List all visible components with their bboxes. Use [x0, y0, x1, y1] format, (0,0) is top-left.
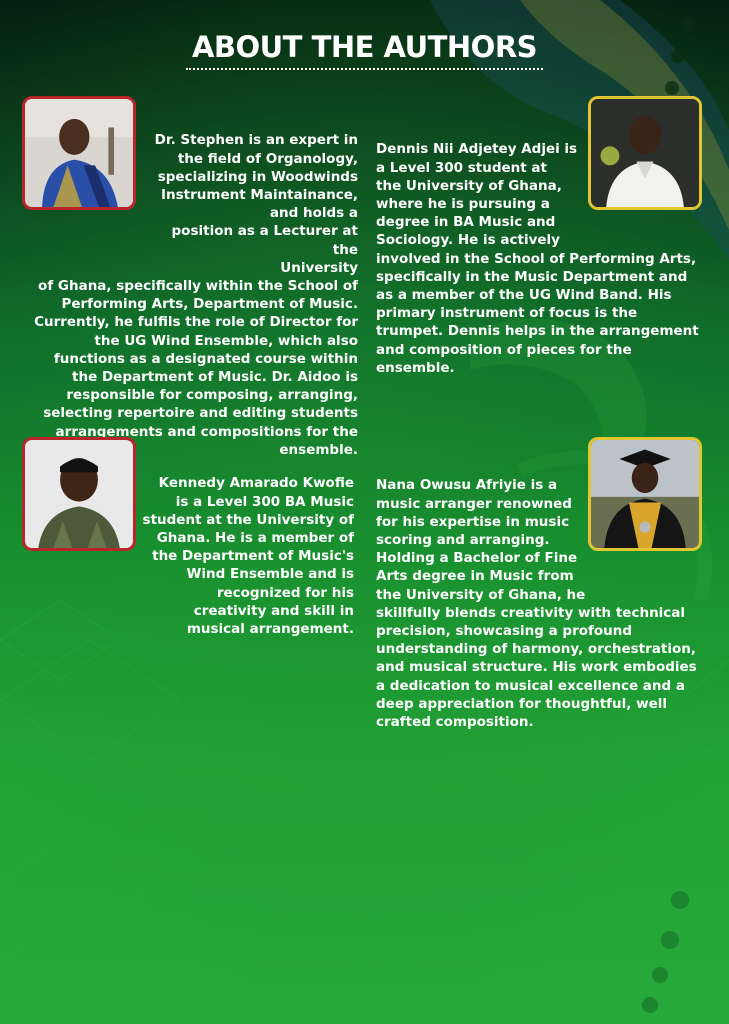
- bio-text: Kennedy Amarado Kwofie is a Level 300 BA Music student at the University of Ghana. He is a member of the Department of Music's Wind Ensemble and is recognized for his creativity and skill in musical arrangement.: [142, 475, 354, 638]
- author-bio-kennedy: [22, 438, 354, 638]
- page-title-text: ABOUT THE AUTHORS: [186, 30, 543, 70]
- bio-text: Dr. Stephen is an expert in the field of Organology, specializing in Woodwinds Instrument Maintainance, and holds a position as a Lecturer at the University of Ghana, specifically within the School of Performing Arts, Department of Music. Currently, he fulfils the role of Director for the UG Wind Ensemble, which also functions as a designated course within the Department of Music. Dr. Aidoo is responsible for composing, arranging, selecting repertoire and editing students arrangements and compositions for the ensemble.: [34, 132, 358, 458]
- author-bio-nana: [376, 440, 716, 731]
- author-bio-dennis: [376, 104, 716, 377]
- bio-text: Nana Owusu Afriyie is a music arranger renowned for his expertise in music scoring and arranging. Holding a Bachelor of Fine Arts degree in Music from the University of Ghana, he skillfully blends creativity with technical precision, showcasing a profound understanding of harmony, orchestration, and musical structure. His work embodies a dedication to musical excellence and a deep appreciation for thoughtful, well crafted composition.: [376, 477, 697, 731]
- author-bio-stephen: [22, 95, 358, 459]
- page-title: [0, 30, 729, 70]
- bio-text: Dennis Nii Adjetey Adjei is a Level 300 student at the University of Ghana, where he is pursuing a degree in BA Music and Sociology. He is actively involved in the School of Performing Arts, specifically in the Music Department and as a member of the UG Wind Band. His primary instrument of focus is the trumpet. Dennis helps in the arrangement and composition of pieces for the ensemble.: [376, 141, 699, 376]
